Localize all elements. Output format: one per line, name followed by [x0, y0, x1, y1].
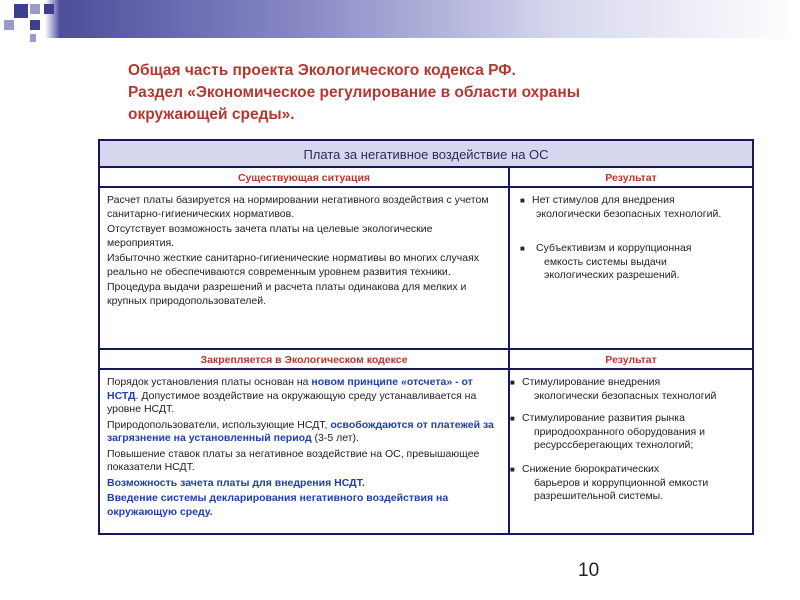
bullet-line: разрешительной системы. [534, 490, 664, 502]
section2-header-row [100, 350, 752, 370]
paragraph [107, 376, 499, 417]
deco-square [14, 4, 28, 18]
bullet-line: экологических разрешений. [544, 269, 680, 281]
section1-left-cell [107, 194, 499, 310]
section1-left-header: Существующая ситуация [237, 172, 371, 184]
paragraph: Процедура выдачи разрешений и расчета платы одинакова для мелких и крупных природопользователей. [107, 281, 467, 307]
bullet-item [510, 376, 750, 403]
deco-square [30, 34, 36, 42]
deco-square [30, 20, 40, 30]
bullet-line: экологически безопасных технологий [534, 389, 717, 402]
paragraph: Избыточно жесткие санитарно-гигиенические нормативы во многих случаях реально не обеспечиваются современным уровнем развития техники. [107, 252, 480, 278]
paragraph: Отсутствует возможность зачета платы на целевые экологические мероприятия. [107, 223, 433, 249]
deco-square [4, 20, 14, 30]
bullet-line: емкость системы выдачи [544, 255, 667, 268]
slide-title [128, 60, 688, 126]
bullet-line: природоохранного оборудования и [534, 425, 705, 438]
emphasis-text: новом принципе «отсчета» - от НСТД [107, 376, 473, 402]
bullet-line: Стимулирование развития рынка [522, 412, 685, 424]
bullet-item [510, 463, 750, 504]
section1-right-header: Результат [605, 172, 657, 184]
paragraph [107, 419, 499, 446]
table-main-header: Плата за негативное воздействие на ОС [100, 141, 752, 168]
bullet-item [510, 412, 750, 453]
bullet-icon: ■ [520, 244, 525, 253]
paragraph-emphasis: Введение системы декларирования негативного воздействия на окружающую среду. [107, 492, 449, 518]
bullet-item [520, 194, 747, 221]
deco-square [44, 4, 54, 14]
text-run: (3-5 лет). [311, 432, 359, 444]
bullet-line: экологически безопасных технологий. [536, 207, 722, 220]
bullet-icon: ■ [510, 378, 515, 387]
section2-left-cell [107, 376, 499, 521]
top-decorative-band [0, 0, 800, 38]
text-run: . Допустимое воздействие на окружающую среду устанавливается на уровне НСДТ. [107, 389, 477, 415]
bullet-line: ресурссберегающих технологий; [534, 439, 694, 451]
page-number: 10 [578, 560, 600, 581]
title-line: окружающей среды». [128, 106, 295, 123]
text-run: Порядок установления платы основан на [107, 376, 312, 388]
text-run: Природопользователи, использующие НСДТ, [107, 418, 331, 431]
paragraph-emphasis: Возможность зачета платы для внедрения НСДТ. [107, 476, 365, 489]
section2-right-header: Результат [605, 354, 657, 366]
comparison-table [98, 139, 754, 535]
bullet-item [520, 242, 747, 283]
paragraph: Расчет платы базируется на нормировании негативного воздействия с учетом санитарно-гигиенических нормативов. [107, 194, 489, 220]
bullet-icon: ■ [520, 196, 525, 205]
emphasis-text: освобождаются от платежей за загрязнение на установленный период [107, 418, 494, 444]
bullet-icon: ■ [510, 465, 515, 474]
paragraph: Повышение ставок платы за негативное воздействие на ОС, превышающее показатели НСДТ. [107, 447, 480, 473]
section1-header-row [100, 168, 752, 188]
bullet-icon: ■ [510, 414, 515, 423]
deco-square [30, 4, 40, 14]
bullet-line: Стимулирование внедрения [522, 376, 661, 388]
title-line: Общая часть проекта Экологического кодекса РФ. [128, 62, 516, 79]
bullet-line: Снижение бюрократических [522, 463, 660, 475]
section2-left-header: Закрепляется в Экологическом кодексе [200, 354, 408, 366]
title-line: Раздел «Экономическое регулирование в области охраны [128, 84, 580, 101]
bullet-line: Субъективизм и коррупционная [536, 242, 692, 254]
bullet-line: барьеров и коррупционной емкости [534, 476, 709, 489]
bullet-line: Нет стимулов для внедрения [532, 194, 675, 206]
